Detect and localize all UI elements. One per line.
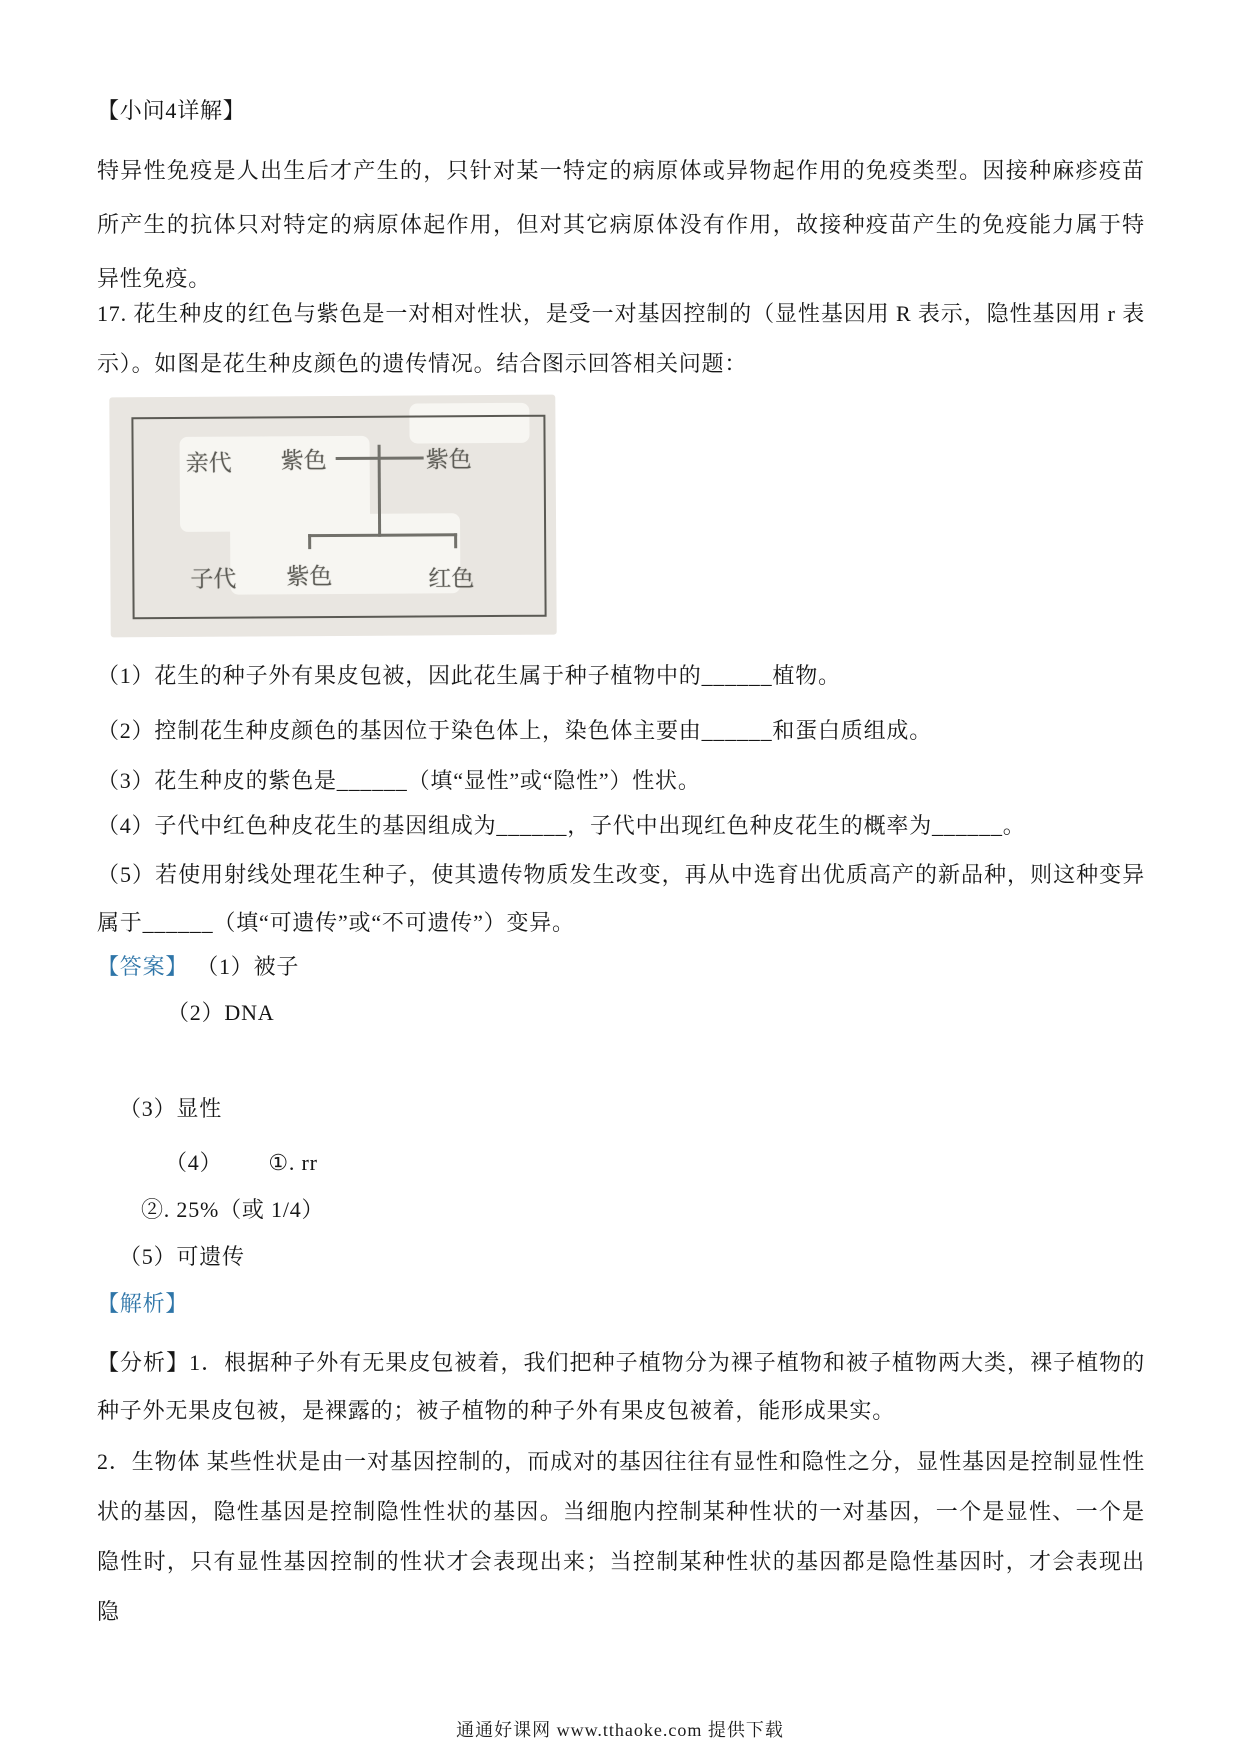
analysis-paragraph-1 bbox=[97, 1339, 1145, 1435]
offspring-tick-right bbox=[454, 533, 457, 548]
answer-5: （5）可遗传 bbox=[119, 1244, 245, 1269]
answer-4 bbox=[97, 1147, 1213, 1179]
subquestion4-explanation: 特异性免疫是人出生后才产生的，只针对某一特定的病原体或异物起作用的免疫类型。因接种麻疹疫苗所产生的抗体只对特定的病原体起作用，但对其它病原体没有作用，故接种疫苗产生的免疫能力属于特异性免疫。 bbox=[97, 158, 1145, 291]
parent-generation-label: 亲代 bbox=[185, 450, 232, 476]
fenxi-label: 【分析】 bbox=[97, 1350, 190, 1375]
sub-question-2: （2）控制花生种皮颜色的基因位于染色体上，染色体主要由______和蛋白质组成。 bbox=[97, 718, 933, 743]
sub-question-1: （1）花生的种子外有果皮包被，因此花生属于种子植物中的______植物。 bbox=[97, 663, 841, 688]
pedigree-frame bbox=[131, 415, 546, 620]
answer-4-part1: ①. rr bbox=[268, 1150, 318, 1175]
analysis-text-1: 1．根据种子外有无果皮包被着，我们把种子植物分为裸子植物和被子植物两大类，裸子植物的种子外无果皮包被，是裸露的；被子植物的种子外有果皮包被着，能形成果实。 bbox=[97, 1350, 1145, 1423]
page-footer: 通通好课网 www.tthaoke.com 提供下载 bbox=[456, 1720, 784, 1740]
offspring-bar bbox=[308, 533, 457, 537]
analysis-label: 【解析】 bbox=[97, 1291, 189, 1316]
offspring-left-phenotype: 紫色 bbox=[286, 564, 333, 590]
sub-question-3: （3）花生种皮的紫色是______（填“显性”或“隐性”）性状。 bbox=[97, 768, 701, 793]
offspring-tick-left bbox=[308, 534, 311, 549]
answer-4-number: （4） bbox=[165, 1150, 223, 1175]
subquestion4-heading: 【小问4详解】 bbox=[97, 98, 246, 123]
parent-left-phenotype: 紫色 bbox=[280, 448, 327, 474]
offspring-right-phenotype: 红色 bbox=[428, 566, 475, 592]
offspring-generation-label: 子代 bbox=[190, 566, 237, 592]
answer-1: （1）被子 bbox=[196, 954, 300, 979]
answer-line-1 bbox=[97, 951, 1145, 983]
question17-stem: 17. 花生种皮的红色与紫色是一对相对性状，是受一对基因控制的（显性基因用 R 表示，隐性基因用 r 表示）。如图是花生种皮颜色的遗传情况。结合图示回答相关问题： bbox=[97, 301, 1145, 376]
parent-right-phenotype: 紫色 bbox=[425, 447, 472, 473]
sub-question-5: （5）若使用射线处理花生种子，使其遗传物质发生改变，再从中选育出优质高产的新品种，则这种变异属于______（填“可遗传”或“不可遗传”）变异。 bbox=[97, 862, 1145, 935]
sub-question-4: （4）子代中红色种皮花生的基因组成为______，子代中出现红色种皮花生的概率为______。 bbox=[97, 813, 1026, 838]
analysis-paragraph-2: 2．生物体 某些性状是由一对基因控制的，而成对的基因往往有显性和隐性之分，显性基因是控制显性性状的基因，隐性基因是控制隐性性状的基因。当细胞内控制某种性状的一对基因，一个是显性、一个是隐性时，只有显性基因控制的性状才会表现出来；当控制某种性状的基因都是隐性基因时，才会表现出隐 bbox=[97, 1449, 1145, 1624]
pedigree-figure bbox=[109, 395, 556, 638]
answer-3: （3）显性 bbox=[119, 1096, 223, 1121]
descent-line bbox=[378, 445, 382, 537]
answer-label: 【答案】 bbox=[97, 954, 189, 979]
answer-2: （2）DNA bbox=[167, 1000, 275, 1025]
answer-4-part2: ②. 25%（或 1/4） bbox=[141, 1197, 325, 1222]
